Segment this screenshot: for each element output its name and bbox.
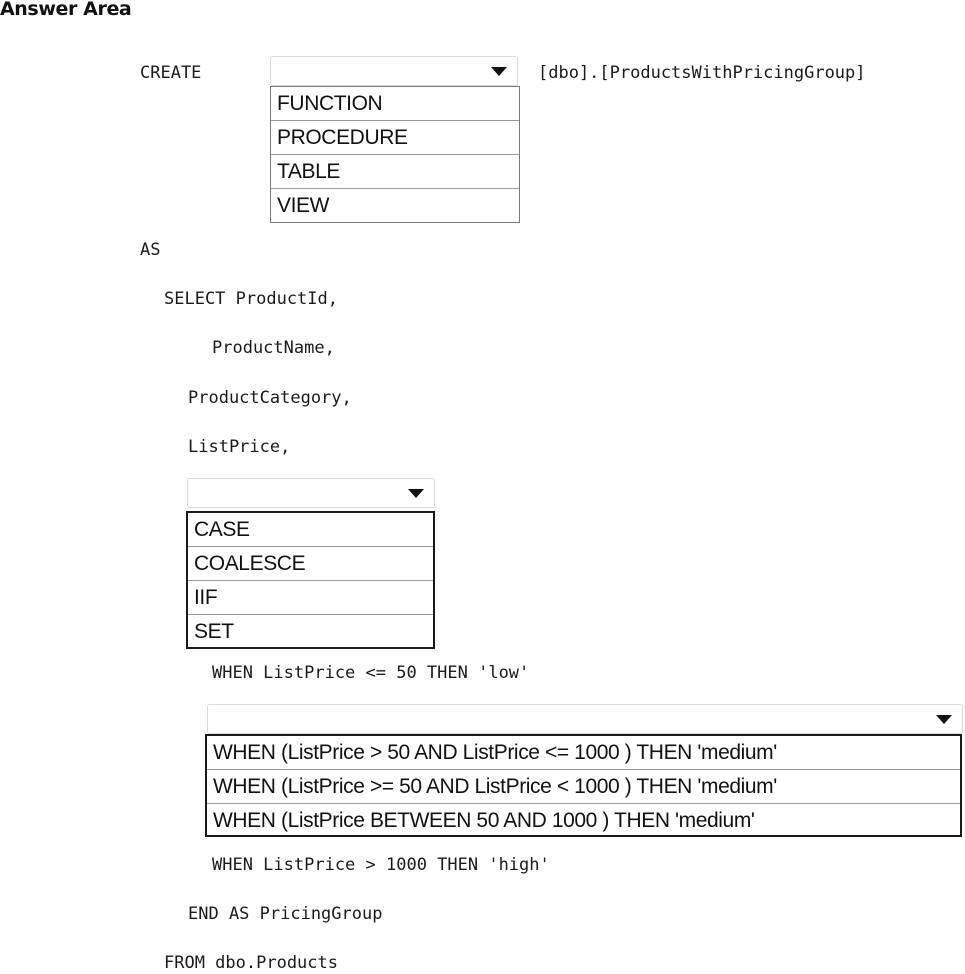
expression-option-case[interactable]: CASE <box>188 513 433 547</box>
column-product-name: ProductName, <box>212 338 335 358</box>
object-type-option-table[interactable]: TABLE <box>271 155 519 189</box>
expression-select[interactable] <box>187 478 435 508</box>
medium-clause-select[interactable] <box>207 704 963 734</box>
select-line: SELECT ProductId, <box>164 289 338 309</box>
object-type-option-function[interactable]: FUNCTION <box>271 87 519 121</box>
medium-clause-option-3[interactable]: WHEN (ListPrice BETWEEN 50 AND 1000 ) THEN 'medium' <box>213 809 755 832</box>
chevron-down-icon <box>408 489 424 498</box>
object-name: [dbo].[ProductsWithPricingGroup] <box>538 63 866 83</box>
expression-option-coalesce[interactable]: COALESCE <box>188 547 433 581</box>
object-type-select[interactable] <box>270 56 518 86</box>
expression-option-set[interactable]: SET <box>194 620 234 643</box>
medium-clause-option-2[interactable]: WHEN (ListPrice >= 50 AND ListPrice < 1000 ) THEN 'medium' <box>207 770 960 804</box>
answer-area-title: Answer Area <box>0 0 132 20</box>
medium-clause-dropdown-toggle[interactable] <box>926 705 962 733</box>
end-line: END AS PricingGroup <box>188 904 383 924</box>
expression-option-iif[interactable]: IIF <box>188 581 433 615</box>
as-keyword: AS <box>140 240 161 260</box>
expression-dropdown-toggle[interactable] <box>398 479 434 507</box>
from-line: FROM dbo.Products <box>164 953 338 973</box>
chevron-down-icon <box>936 715 952 724</box>
medium-clause-option-1[interactable]: WHEN (ListPrice > 50 AND ListPrice <= 1000 ) THEN 'medium' <box>207 736 960 770</box>
expression-options <box>186 511 435 649</box>
object-type-option-procedure[interactable]: PROCEDURE <box>271 121 519 155</box>
when-high-line: WHEN ListPrice > 1000 THEN 'high' <box>212 855 550 875</box>
when-low-line: WHEN ListPrice <= 50 THEN 'low' <box>212 663 530 683</box>
object-type-dropdown-toggle[interactable] <box>481 57 517 85</box>
column-list-price: ListPrice, <box>188 437 291 457</box>
chevron-down-icon <box>491 67 507 76</box>
object-type-options <box>270 86 520 223</box>
object-type-option-view[interactable]: VIEW <box>277 194 330 217</box>
medium-clause-options <box>205 734 962 837</box>
column-product-category: ProductCategory, <box>188 388 352 408</box>
create-keyword: CREATE <box>140 63 202 83</box>
